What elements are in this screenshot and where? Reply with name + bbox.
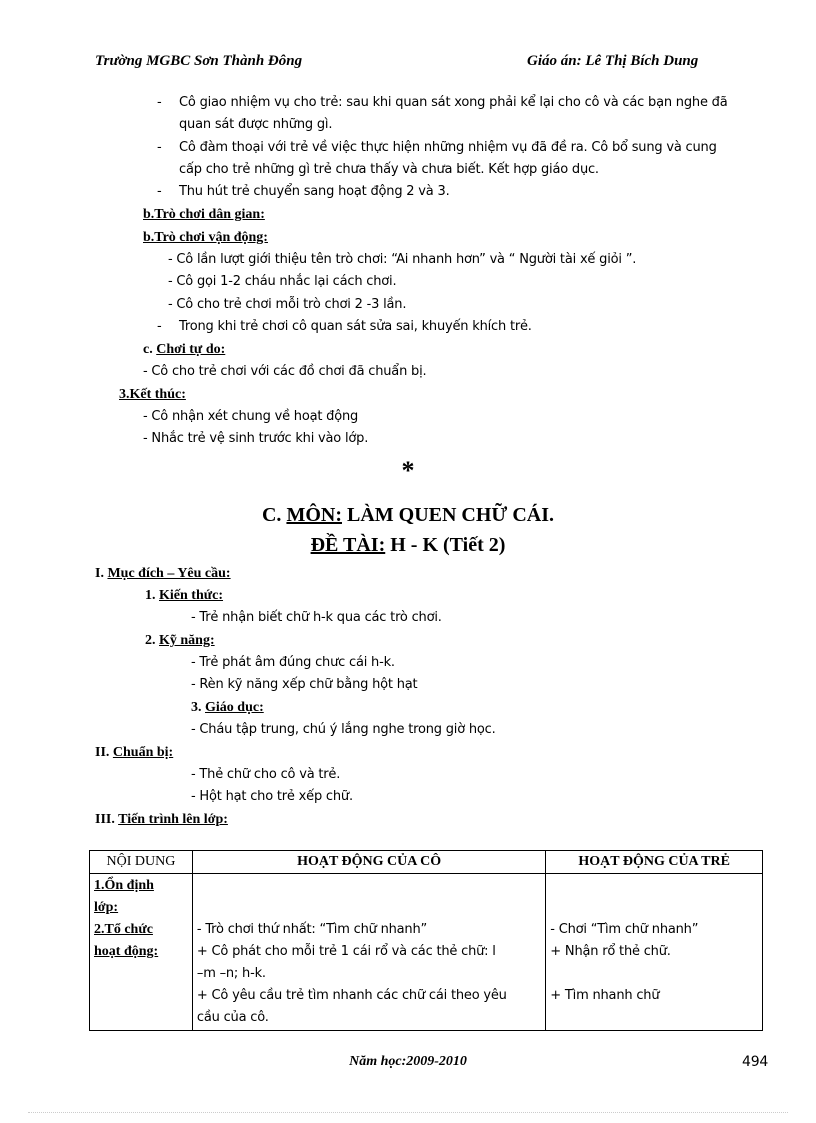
table-header-row [90,851,763,874]
list-item: - Cô cho trẻ chơi mỗi trò chơi 2 -3 lần. [168,297,407,312]
table-row [90,874,763,1031]
folk-game-title: b.Trò chơi dân gian: [143,207,265,222]
section-1-title: I. Mục đích – Yêu cầu: [95,566,231,581]
list-item: - Rèn kỹ năng xếp chữ bằng hột hạt [191,677,418,692]
table-cell-line: hoạt động: [94,944,159,959]
list-item: - Cô gọi 1-2 cháu nhắc lại cách chơi. [168,274,397,289]
list-item: - Cháu tập trung, chú ý lắng nghe trong giờ học. [191,722,496,737]
education-title: 3. Giáo dục: [191,700,264,715]
table-cell-teacher [192,874,545,1031]
list-item: - Cô cho trẻ chơi với các đồ chơi đã chuẩn bị. [143,364,427,379]
list-item: - Hột hạt cho trẻ xếp chữ. [191,789,353,804]
motor-game-title: b.Trò chơi vận động: [143,230,268,245]
list-item: - Cô đàm thoại với trẻ về việc thực hiện những nhiệm vụ đã đề ra. Cô bổ sung và cung [157,140,717,155]
skills-title: 2. Kỹ năng: [145,633,215,648]
lesson-topic: ĐỀ TÀI: H - K (Tiết 2) [310,534,506,556]
header-teacher: Giáo án: Lê Thị Bích Dung [527,53,699,69]
list-item: - Thu hút trẻ chuyển sang hoạt động 2 và 3. [157,184,450,199]
star-separator: * [401,456,415,485]
table-header: HOẠT ĐỘNG CỦA CÔ [192,851,545,874]
list-item: quan sát được những gì. [179,117,333,132]
free-play-title: c. Chơi tự do: [143,342,226,357]
table-cell-child [546,874,763,1031]
header-school: Trường MGBC Sơn Thành Đông [95,53,303,69]
list-item: cấp cho trẻ những gì trẻ chưa thấy và chưa biết. Kết hợp giáo dục. [179,162,599,177]
list-item: - Trẻ phát âm đúng chưc cái h-k. [191,655,395,670]
list-item: - Cô giao nhiệm vụ cho trẻ: sau khi quan sát xong phải kể lại cho cô và các bạn nghe đã [157,95,728,110]
table-cell-line: lớp: [94,900,119,915]
table-cell-line: - Chơi “Tìm chữ nhanh” [550,922,699,937]
table-cell-line: 2.Tổ chức [94,922,153,937]
list-item: - Thẻ chữ cho cô và trẻ. [191,767,341,782]
table-header: HOẠT ĐỘNG CỦA TRẺ [546,851,763,874]
section-3-title: III. Tiến trình lên lớp: [95,812,228,827]
table-cell-line: + Cô phát cho mỗi trẻ 1 cái rổ và các thẻ chữ: l [196,944,496,959]
table-cell-line: 1.Ổn định [94,878,154,893]
footer-year: Năm học:2009-2010 [349,1054,467,1069]
table-cell-line: –m –n; h-k. [196,966,266,981]
page-bottom-divider [28,1112,788,1113]
lesson-subject: C. MÔN: LÀM QUEN CHỮ CÁI. [261,504,555,526]
table-cell-line: + Tìm nhanh chữ [550,988,660,1003]
table-cell-line: + Cô yêu cầu trẻ tìm nhanh các chữ cái theo yêu [196,988,507,1003]
table-cell-line: - Trò chơi thứ nhất: “Tìm chữ nhanh” [196,922,428,937]
list-item: - Cô nhận xét chung về hoạt động [143,409,359,424]
list-item: - Nhắc trẻ vệ sinh trước khi vào lớp. [143,431,369,446]
page-number: 494 [742,1054,769,1070]
table-header: NỘI DUNG [90,851,193,874]
section-2-title: II. Chuẩn bị: [95,745,174,760]
ending-title: 3.Kết thúc: [119,387,186,402]
knowledge-title: 1. Kiến thức: [145,588,224,603]
table-cell-line: cầu của cô. [196,1010,269,1025]
table-cell-line: + Nhận rổ thẻ chữ. [550,944,671,959]
list-item: - Trẻ nhận biết chữ h-k qua các trò chơi. [191,610,442,625]
table-cell-content [90,874,193,1031]
lesson-table [89,850,763,1031]
list-item: - Cô lần lượt giới thiệu tên trò chơi: “Ai nhanh hơn” và “ Người tài xế giỏi ”. [168,252,637,267]
list-item: - Trong khi trẻ chơi cô quan sát sửa sai, khuyến khích trẻ. [157,319,532,334]
